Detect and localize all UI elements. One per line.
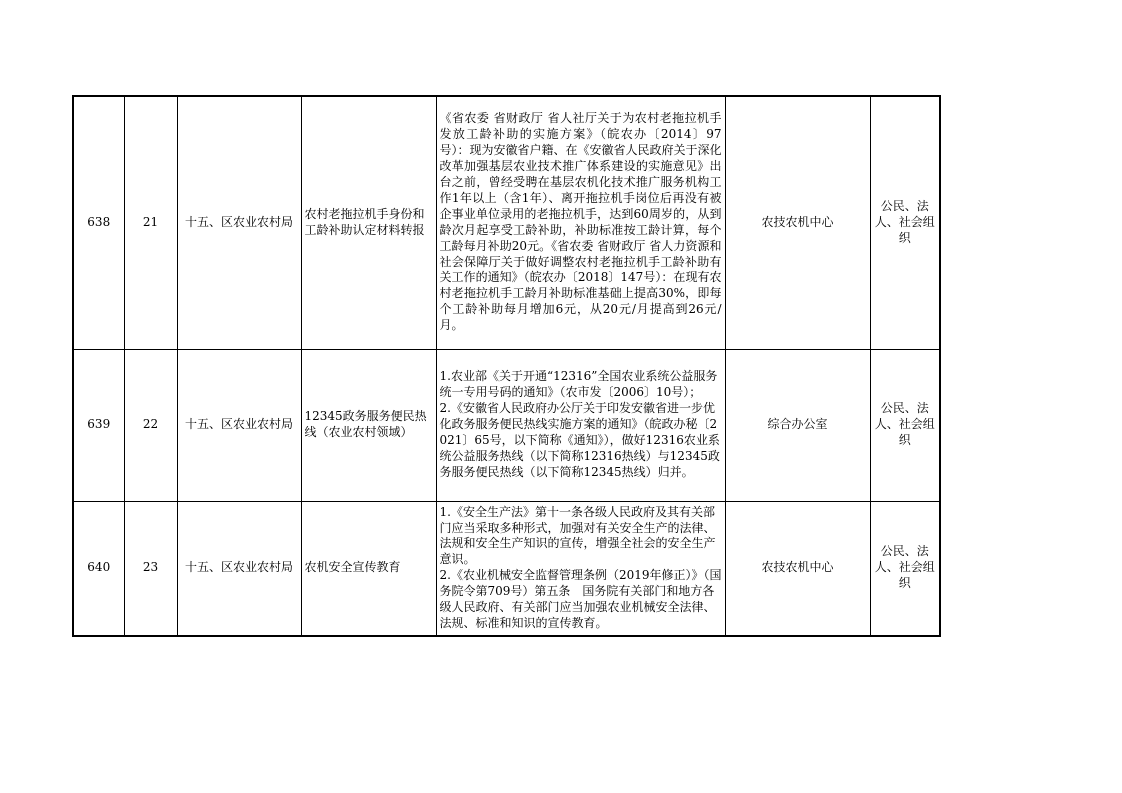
table-row: [73, 501, 940, 636]
basis-line: 1.农业部《关于开通“12316”全国农业系统公益服务统一专用号码的通知》（农市发〔2006〕10号）；: [439, 369, 718, 400]
seq-cell: 638: [73, 96, 124, 349]
item-name-cell: 农村老拖拉机手身份和工龄补助认定材料转报: [301, 96, 436, 349]
seq-cell: 639: [73, 349, 124, 501]
basis-cell: [436, 501, 725, 636]
unit-cell: 农技农机中心: [725, 96, 870, 349]
basis-line: 1.《安全生产法》第十一条各级人民政府及其有关部门应当采取多种形式，加强对有关安全生产的法律、法规和安全生产知识的宣传，增强全社会的安全生产意识。: [439, 504, 716, 567]
basis-cell: [436, 349, 725, 501]
table-row: [73, 349, 940, 501]
department-cell: 十五、区农业农村局: [177, 501, 301, 636]
table-row: [73, 96, 940, 349]
target-cell: 公民、法人、社会组织: [870, 501, 940, 636]
unit-cell: 农技农机中心: [725, 501, 870, 636]
target-cell: 公民、法人、社会组织: [870, 96, 940, 349]
item-name-cell: 农机安全宣传教育: [301, 501, 436, 636]
services-table: [72, 95, 941, 637]
basis-text: 《省农委 省财政厅 省人社厅关于为农村老拖拉机手发放工龄补助的实施方案》（皖农办〔2014〕97号）：现为安徽省户籍、在《安徽省人民政府关于深化改革加强基层农业技术推广体系建设的实施意见》出台之前，曾经受聘在基层农机化技术推广服务机构工作1年以上（含1年）、离开拖拉机手岗位后再没有被企事业单位录用的老拖拉机手，达到60周岁的，从到龄次月起享受工龄补助，补助标准按工龄计算，每个工龄每月补助20元。《省农委 省财政厅 省人力资源和社会保障厅关于做好调整农村老拖拉机手工龄补助有关工作的通知》（皖农办〔2018〕147号）：在现有农村老拖拉机手工龄月补助标准基础上提高30%，即每个工龄补助每月增加6元，从20元/月提高到26元/月。: [439, 111, 722, 333]
target-cell: 公民、法人、社会组织: [870, 349, 940, 501]
basis-cell: [436, 96, 725, 349]
sub-seq-cell: 22: [124, 349, 177, 501]
seq-cell: 640: [73, 501, 124, 636]
department-cell: 十五、区农业农村局: [177, 96, 301, 349]
basis-line: 2.《农业机械安全监督管理条例（2019年修正）》（国务院令第709号）第五条 国务院有关部门和地方各级人民政府、有关部门应当加强农业机械安全法律、法规、标准和知识的宣传教育。: [439, 568, 722, 630]
item-name-cell: 12345政务服务便民热线（农业农村领域）: [301, 349, 436, 501]
sub-seq-cell: 23: [124, 501, 177, 636]
unit-cell: 综合办公室: [725, 349, 870, 501]
basis-line: 2.《安徽省人民政府办公厅关于印发安徽省进一步优化政务服务便民热线实施方案的通知》（皖政办秘〔2021〕65号，以下简称《通知》），做好12316农业系统公益服务热线（以下简称12316热线）与12345政务服务便民热线（以下简称12345热线）归并。: [439, 401, 720, 479]
sub-seq-cell: 21: [124, 96, 177, 349]
department-cell: 十五、区农业农村局: [177, 349, 301, 501]
